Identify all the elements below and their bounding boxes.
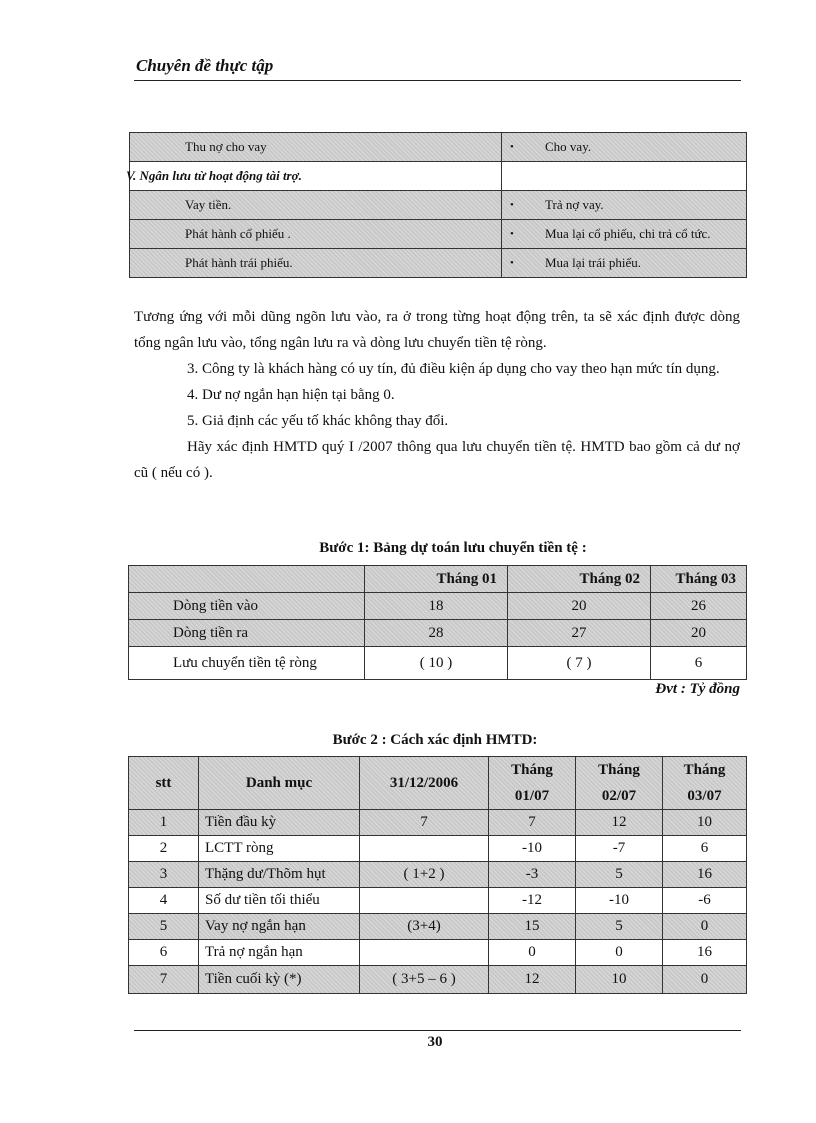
cell: -12: [489, 888, 576, 914]
table-row: [129, 940, 747, 966]
row-label: Lưu chuyển tiền tệ ròng: [129, 647, 365, 680]
inflow-item: Vay tiền.: [130, 191, 502, 220]
cell: 10: [576, 966, 663, 994]
outflow-item: • Mua lại cổ phiếu, chi trả cổ tức.: [502, 220, 747, 249]
cell: Số dư tiền tối thiểu: [199, 888, 360, 914]
step2-table: [128, 756, 747, 994]
cell: 20: [651, 620, 747, 647]
paragraph: 4. Dư nợ ngắn hạn hiện tại bằng 0.: [187, 387, 395, 403]
table-row: [129, 620, 747, 647]
cell: Tiền đầu kỳ: [199, 810, 360, 836]
table-header-row: [129, 566, 747, 593]
cashflow-items-table: [126, 132, 747, 278]
cell: [360, 940, 489, 966]
cell: Trả nợ ngắn hạn: [199, 940, 360, 966]
step1-table: [128, 565, 747, 680]
cell: 0: [663, 914, 747, 940]
header-cell: 31/12/2006: [360, 757, 489, 810]
cell: 12: [576, 810, 663, 836]
cell: Vay nợ ngắn hạn: [199, 914, 360, 940]
cell: 7: [489, 810, 576, 836]
cell: 16: [663, 940, 747, 966]
cell: 6: [129, 940, 199, 966]
cell: 15: [489, 914, 576, 940]
cell: -3: [489, 862, 576, 888]
paragraph: 3. Công ty là khách hàng có uy tín, đủ điều kiện áp dụng cho vay theo hạn mức tín dụng.: [187, 361, 720, 377]
cell: 3: [129, 862, 199, 888]
table-row: [129, 966, 747, 994]
cell: -7: [576, 836, 663, 862]
inflow-item: Phát hành trái phiếu.: [130, 249, 502, 278]
table-row: [130, 191, 747, 220]
cell: ( 10 ): [365, 647, 508, 680]
header-cell: Tháng 03: [651, 566, 747, 593]
body-text: [134, 304, 740, 486]
header-title: Chuyên đề thực tập: [136, 56, 274, 75]
header-rule: [134, 80, 741, 81]
header-cell: Tháng 03/07: [663, 757, 747, 810]
table-row: [130, 249, 747, 278]
header-cell: Tháng 01/07: [489, 757, 576, 810]
table-row: [129, 914, 747, 940]
section-heading: V. Ngân lưu từ hoạt động tài trợ.: [130, 162, 502, 191]
row-label: Dòng tiền vào: [129, 593, 365, 620]
table-row: [130, 133, 747, 162]
cell: LCTT ròng: [199, 836, 360, 862]
cell: 1: [129, 810, 199, 836]
header-cell: Danh mục: [199, 757, 360, 810]
outflow-item: [502, 162, 747, 191]
cell: 6: [651, 647, 747, 680]
outflow-item: • Mua lại trái phiếu.: [502, 249, 747, 278]
outflow-item: • Trả nợ vay.: [502, 191, 747, 220]
cell: ( 3+5 – 6 ): [360, 966, 489, 994]
unit-note: Đvt : Tỷ đồng: [655, 681, 740, 697]
paragraph: Tương ứng với mỗi dũng ngõn lưu vào, ra ở trong từng hoạt động trên, ta sẽ xác định được dòng tổng ngân lưu vào, tổng ngân lưu ra và dòng lưu chuyển tiền tệ ròng.: [134, 309, 740, 351]
inflow-item: Thu nợ cho vay: [130, 133, 502, 162]
cell: 26: [651, 593, 747, 620]
cell: [360, 836, 489, 862]
cell: 12: [489, 966, 576, 994]
cell: ( 7 ): [508, 647, 651, 680]
cell: 28: [365, 620, 508, 647]
page-number: 30: [427, 1034, 443, 1050]
cell: 16: [663, 862, 747, 888]
table-row: [130, 220, 747, 249]
cell: 7: [360, 810, 489, 836]
table-row: [129, 810, 747, 836]
cell: ( 1+2 ): [360, 862, 489, 888]
cell: 0: [576, 940, 663, 966]
table-row: [129, 888, 747, 914]
header-cell: stt: [129, 757, 199, 810]
table-row: [129, 836, 747, 862]
cell: 5: [576, 914, 663, 940]
bullet-icon: •: [510, 228, 514, 240]
cell: -6: [663, 888, 747, 914]
header-cell: Tháng 02/07: [576, 757, 663, 810]
table-row: [129, 593, 747, 620]
cell: 0: [663, 966, 747, 994]
cell: 27: [508, 620, 651, 647]
cell: (3+4): [360, 914, 489, 940]
cell: Tiền cuối kỳ (*): [199, 966, 360, 994]
step2-caption: Bước 2 : Cách xác định HMTD:: [332, 732, 538, 748]
cell: 18: [365, 593, 508, 620]
table-row: [129, 647, 747, 680]
cell: 20: [508, 593, 651, 620]
cell: -10: [576, 888, 663, 914]
table-header-row: [129, 757, 747, 810]
bullet-icon: •: [510, 141, 514, 153]
cell: 6: [663, 836, 747, 862]
cell: [360, 888, 489, 914]
cell: 5: [129, 914, 199, 940]
header-cell: Tháng 01: [365, 566, 508, 593]
cell: -10: [489, 836, 576, 862]
bullet-icon: •: [510, 199, 514, 211]
header-cell: [129, 566, 365, 593]
footer-rule: [134, 1030, 741, 1031]
paragraph: Hãy xác định HMTD quý I /2007 thông qua lưu chuyển tiền tệ. HMTD bao gồm cả dư nợ cũ ( nếu có ).: [134, 439, 740, 481]
cell: 4: [129, 888, 199, 914]
cell: 7: [129, 966, 199, 994]
outflow-item: • Cho vay.: [502, 133, 747, 162]
row-label: Dòng tiền ra: [129, 620, 365, 647]
cell: 5: [576, 862, 663, 888]
cell: 0: [489, 940, 576, 966]
cell: 10: [663, 810, 747, 836]
header-cell: Tháng 02: [508, 566, 651, 593]
cell: 2: [129, 836, 199, 862]
table-row: [129, 862, 747, 888]
bullet-icon: •: [510, 257, 514, 269]
inflow-item: Phát hành cổ phiếu .: [130, 220, 502, 249]
paragraph: 5. Giả định các yếu tố khác không thay đổi.: [187, 413, 449, 429]
step1-caption: Bước 1: Bảng dự toán lưu chuyển tiền tệ :: [319, 540, 587, 556]
table-row: [130, 162, 747, 191]
cell: Thặng dư/Thõm hụt: [199, 862, 360, 888]
